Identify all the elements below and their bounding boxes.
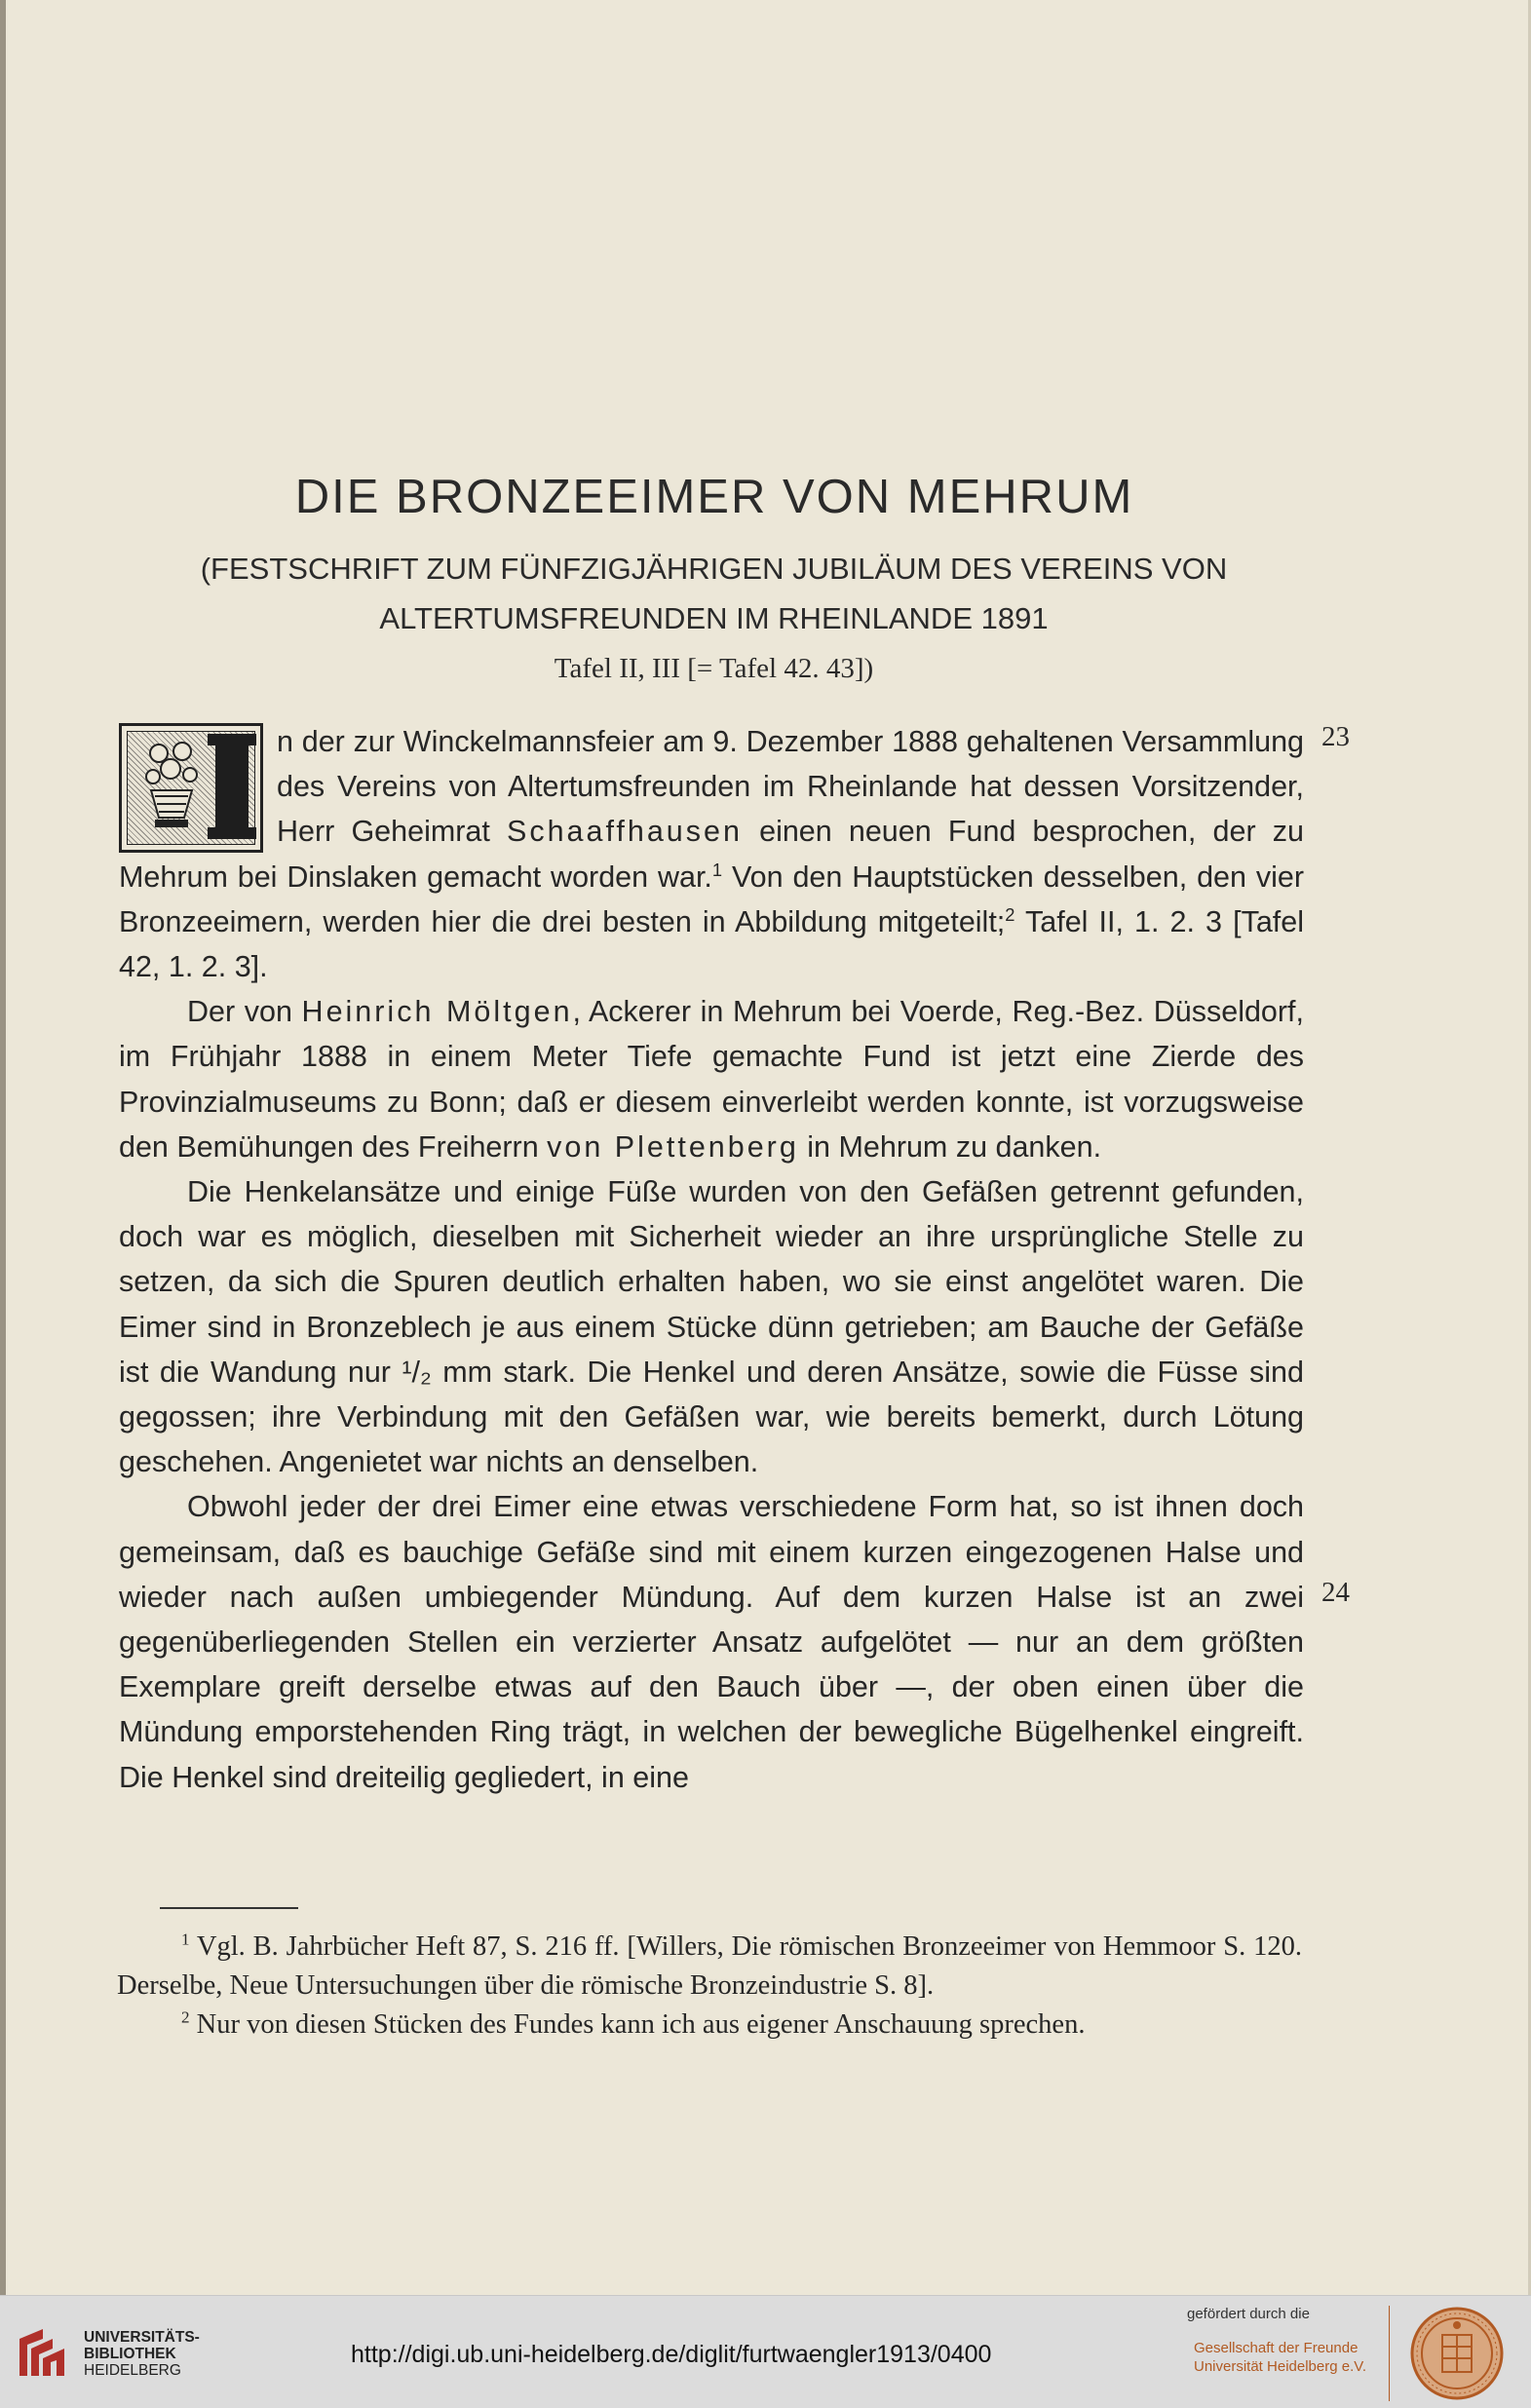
paragraph [119,1169,1304,1484]
spaced-name: Heinrich Möltgen [301,995,573,1029]
text: n der zur Winckelmannsfeier am 9. Dezember 1888 gehaltenen Versammlung des Vereins von Altertumsfreunden im Rheinlande hat dessen Vorsitzender, Herr Geheimrat [277,725,1304,849]
footnote [117,1928,1302,2006]
sponsor-line: Universität Heidelberg e.V. [1194,2358,1367,2375]
footnotes [117,1928,1302,2045]
paragraph: Obwohl jeder der drei Eimer eine etwas verschiedene Form hat, so ist ihnen doch gemeinsam, daß es bauchige Gefäße sind mit einem kurzen eingezogenen Halse und wieder nach außen umbiegender Mündung. Auf dem kurzen Halse ist an zwei gegenüberliegenden Stellen ein verzierter Ansatz aufgelötet — nur an dem größten Exemplare greift derselbe etwas auf den Bauch über —, der oben einen über die Mündung emporstehenden Ring trägt, in welchen der bewegliche Bügelhenkel eingreift. Die Henkel sind dreiteilig gegliedert, in eine [119,1490,1304,1794]
text: mm stark. Die Henkel und deren Ansätze, sowie die Füsse sind gegossen; ihre Verbindung mit den Gefäßen war, wie bereits bemerkt, durch Lötung geschehen. Angenietet war nichts an denselben. [119,1355,1304,1479]
text: Tafel II, 1. 2. 3 [Tafel 42, 1. 2. 3]. [119,904,1305,984]
university-seal-icon[interactable] [1409,2306,1505,2401]
initial-letter-shape [215,734,249,839]
library-name-line: HEIDELBERG [84,2362,181,2379]
footnote [117,2006,1302,2045]
ub-heidelberg-logo-icon[interactable] [14,2325,70,2382]
paragraph [119,989,1304,1169]
footnote-ref: 2 [1005,903,1015,925]
text: , Ackerer in Mehrum bei Voerde, Reg.-Bez. Düsseldorf, im Frühjahr 1888 in einem Meter Tiefe gemachte Fund ist jetzt eine Zierde des Provinzialmuseums zu Bonn; daß er diesem einverleibt werden konnte, ist vorzugsweise den Bemühungen des Freiherrn [119,995,1304,1164]
scan-edge-left [0,0,6,2295]
footer-divider [1389,2306,1390,2401]
article-title: DIE BRONZEEIMER VON MEHRUM [294,471,1134,523]
library-name-line: BIBLIOTHEK [84,2346,176,2362]
text: in Mehrum zu danken. [798,1129,1102,1164]
footnote-text: Vgl. B. Jahrbücher Heft 87, S. 216 ff. [Willers, Die römischen Bronzeeimer von Hemmoor S. 120. Derselbe, Neue Untersuchungen über die römische Bronzeindustrie S. 8]. [117,1931,1302,2001]
text: Von den Hauptstücken desselben, den vier Bronzeeimern, werden hier die drei besten in Abbildung mitgeteilt; [119,860,1304,938]
spaced-name: von Plettenberg [547,1129,799,1164]
subtitle-line-1: (FESTSCHRIFT ZUM FÜNFZIGJÄHRIGEN JUBILÄUM DES VEREINS VON [200,552,1228,586]
text: einen neuen Fund besprochen, der zu Mehrum bei Dinslaken gemacht worden war. [119,815,1304,894]
subtitle-plates: Tafel II, III [= Tafel 42. 43]) [554,653,874,684]
paragraph [119,719,1304,989]
sponsor-line: Gesellschaft der Freunde [1194,2340,1359,2356]
footer-bar [0,2295,1531,2408]
spaced-name: Schaaffhausen [507,815,743,849]
subtitle-line-2: ALTERTUMSFREUNDEN IM RHEINLANDE 1891 [379,601,1049,635]
flower-vase-icon [141,740,202,829]
text: Die Henkelansätze und einige Füße wurden von den Gefäßen getrennt gefunden, doch war es möglich, dieselben mit Sicherheit wieder an ihre ursprüngliche Stelle zu setzen, da sich die Spuren deutlich erhalten haben, wo sie einst angelötet waren. Die Eimer sind in Bronzeblech je aus einem Stücke dünn getrieben; am Bauche der Gefäße ist die Wandung nur [119,1175,1304,1389]
footnote-divider [160,1907,298,1909]
library-name [84,2329,200,2379]
library-name-line: UNIVERSITÄTS- [84,2329,200,2346]
sponsor-name [1194,2339,1366,2376]
margin-page-number: 24 [1321,1577,1350,1608]
footnote-number: 1 [181,1930,190,1949]
text: Der von [187,995,302,1029]
decorated-initial [119,723,263,853]
permalink-url[interactable]: http://digi.ub.uni-heidelberg.de/diglit/furtwaengler1913/0400 [351,2341,992,2368]
margin-page-number: 23 [1321,721,1350,752]
sponsor-label: gefördert durch die [1187,2306,1310,2322]
fraction: ¹/₂ [402,1355,432,1389]
body-text [119,719,1304,1800]
footnote-ref: 1 [711,859,723,880]
footnote-number: 2 [181,2007,190,2027]
footnote-text: Nur von diesen Stücken des Fundes kann ich aus eigener Anschauung sprechen. [196,2009,1086,2040]
